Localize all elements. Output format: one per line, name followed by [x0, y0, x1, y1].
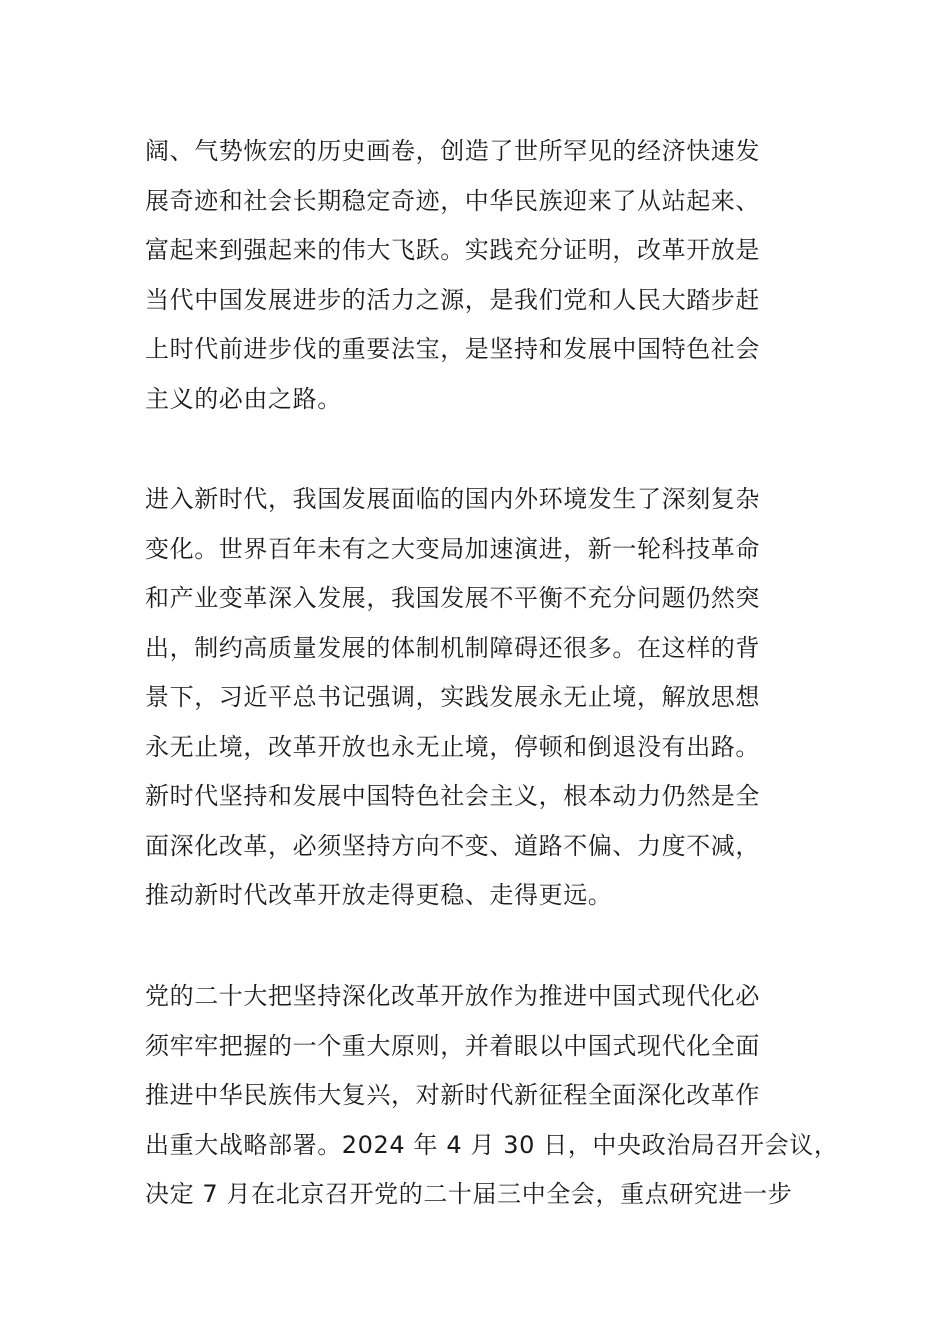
paragraph-1 — [145, 127, 825, 424]
paragraph-line: 推进中华民族伟大复兴，对新时代新征程全面深化改革作 — [145, 1081, 760, 1109]
paragraph-line: 永无止境，改革开放也永无止境，停顿和倒退没有出路。 — [145, 732, 760, 761]
paragraph-line: 富起来到强起来的伟大飞跃。实践充分证明，改革开放是 — [145, 236, 760, 264]
paragraph-line: 决定 7 月在北京召开党的二十届三中全会，重点研究进一步 — [145, 1180, 793, 1208]
paragraph-line: 当代中国发展进步的活力之源，是我们党和人民大踏步赶 — [145, 285, 760, 314]
paragraph-line: 面深化改革，必须坚持方向不变、道路不偏、力度不减， — [145, 831, 760, 860]
paragraph-line: 景下，习近平总书记强调，实践发展永无止境，解放思想 — [145, 683, 760, 711]
paragraph-line: 新时代坚持和发展中国特色社会主义，根本动力仍然是全 — [145, 782, 760, 810]
paragraph-line: 阔、气势恢宏的历史画卷，创造了世所罕见的经济快速发 — [145, 137, 760, 165]
paragraph-line: 和产业变革深入发展，我国发展不平衡不充分问题仍然突 — [145, 584, 760, 612]
paragraph-line: 须牢牢把握的一个重大原则，并着眼以中国式现代化全面 — [145, 1031, 760, 1060]
paragraph-line: 展奇迹和社会长期稳定奇迹，中华民族迎来了从站起来、 — [145, 186, 760, 215]
paragraph-line: 党的二十大把坚持深化改革开放作为推进中国式现代化必 — [145, 982, 760, 1010]
paragraph-line: 变化。世界百年未有之大变局加速演进，新一轮科技革命 — [145, 534, 760, 563]
paragraph-line: 出，制约高质量发展的体制机制障碍还很多。在这样的背 — [145, 633, 760, 662]
paragraph-line: 推动新时代改革开放走得更稳、走得更远。 — [145, 881, 613, 909]
paragraph-line: 出重大战略部署。2024 年 4 月 30 日，中央政治局召开会议， — [145, 1130, 839, 1159]
paragraph-line: 上时代前进步伐的重要法宝，是坚持和发展中国特色社会 — [145, 335, 760, 363]
paragraph-3 — [145, 972, 839, 1220]
paragraph-line: 进入新时代，我国发展面临的国内外环境发生了深刻复杂 — [145, 485, 760, 513]
paragraph-2 — [145, 475, 825, 921]
paragraph-line: 主义的必由之路。 — [145, 384, 342, 413]
